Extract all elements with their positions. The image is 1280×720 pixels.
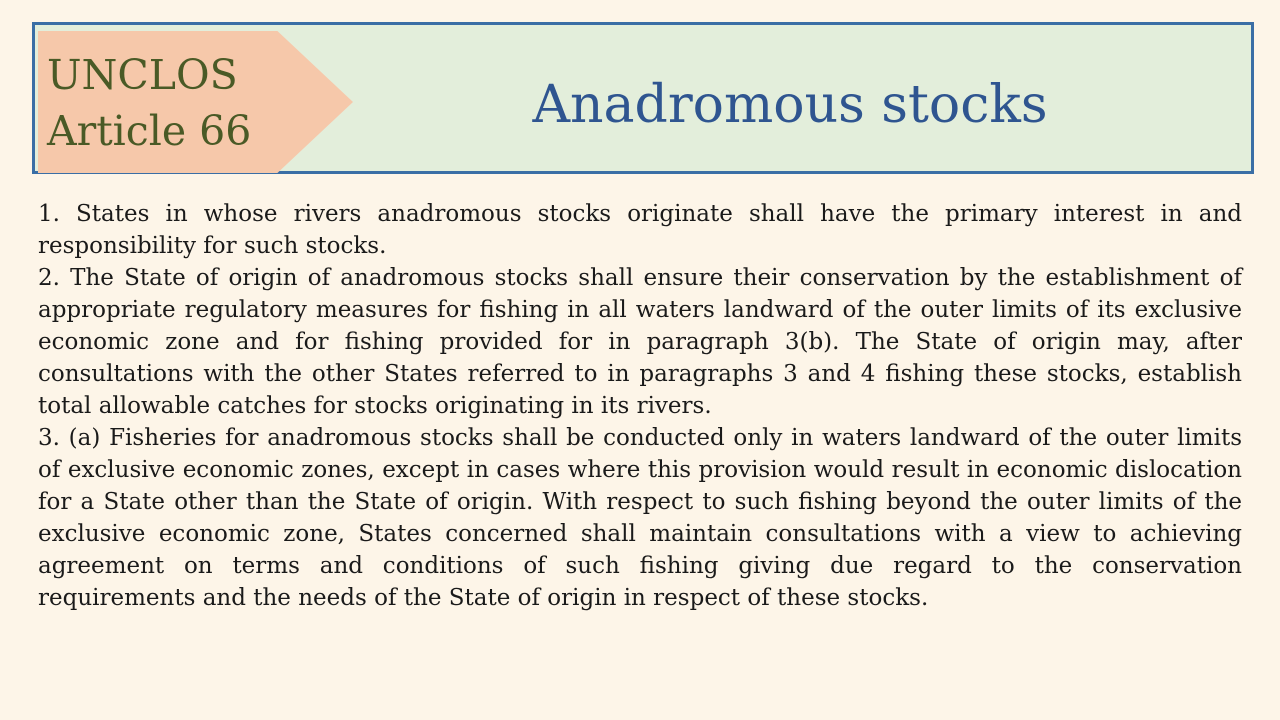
- article-body: [38, 198, 1242, 614]
- article-label: [47, 47, 251, 159]
- article-label-line2: Article 66: [47, 107, 252, 155]
- article-label-line1: UNCLOS: [47, 51, 238, 99]
- header-banner: [32, 22, 1254, 174]
- page-title: Anadromous stocks: [532, 75, 1048, 135]
- paragraph-3: 3. (a) Fisheries for anadromous stocks shall be conducted only in waters landward of the outer limits of exclusive economic zones, except in cases where this provision would result in economic dislocation for a State other than the State of origin. With respect to such fishing beyond the outer limits of the exclusive economic zone, States concerned shall maintain consultations with a view to achieving agreement on terms and conditions of such fishing giving due regard to the conservation requirements and the needs of the State of origin in respect of these stocks.: [38, 425, 1242, 611]
- paragraph-1: 1. States in whose rivers anadromous stocks originate shall have the primary interest in and responsibility for such stocks.: [38, 201, 1242, 259]
- paragraph-2: 2. The State of origin of anadromous stocks shall ensure their conservation by the establishment of appropriate regulatory measures for fishing in all waters landward of the outer limits of its exclusive economic zone and for fishing provided for in paragraph 3(b). The State of origin may, after consultations with the other States referred to in paragraphs 3 and 4 fishing these stocks, establish total allowable catches for stocks originating in its rivers.: [38, 265, 1242, 419]
